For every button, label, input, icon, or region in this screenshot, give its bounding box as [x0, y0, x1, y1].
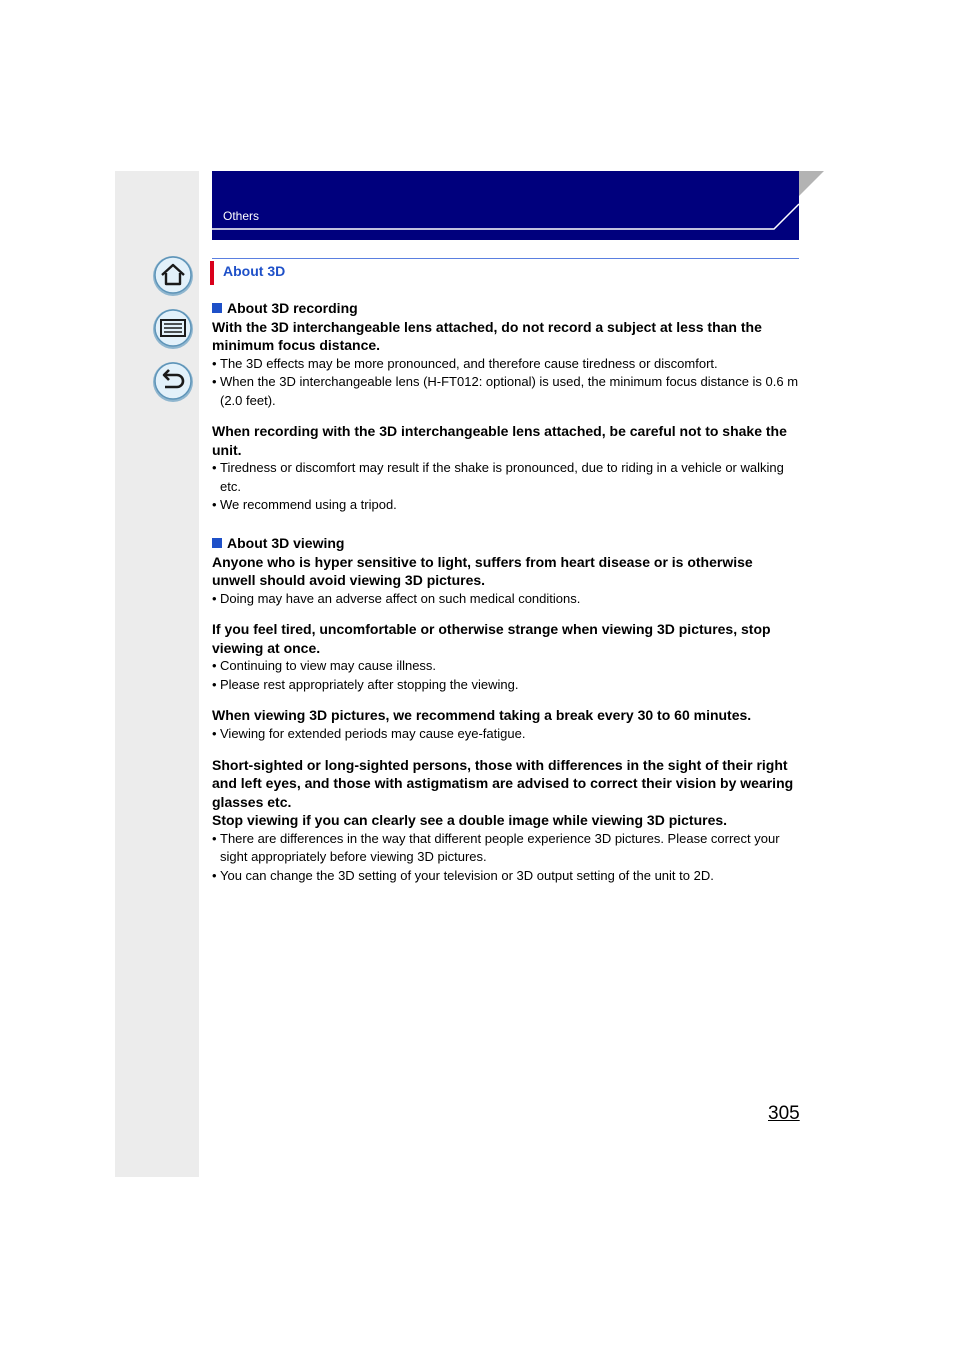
section-marker	[210, 261, 214, 285]
list-item: • You can change the 3D setting of your television or 3D output setting of the unit to 2D.	[212, 867, 799, 886]
bullet-list	[212, 355, 799, 411]
list-item: • The 3D effects may be more pronounced, and therefore cause tiredness or discomfort.	[212, 355, 799, 374]
list-item: • There are differences in the way that different people experience 3D pictures. Please correct your sight appropriately before viewing 3D pictures.	[212, 830, 799, 867]
warning-text: With the 3D interchangeable lens attached, do not record a subject at less than the minimum focus distance.	[212, 318, 762, 354]
menu-button[interactable]	[152, 308, 194, 350]
back-arrow-icon	[152, 361, 194, 403]
bullet-list	[212, 590, 799, 609]
home-icon	[152, 255, 194, 297]
list-item: • Tiredness or discomfort may result if the shake is pronounced, due to riding in a vehicle or walking etc.	[212, 459, 799, 496]
bullet-list	[212, 830, 799, 886]
bullet-list	[212, 459, 799, 515]
square-bullet-icon	[212, 538, 222, 548]
list-item: • Doing may have an adverse affect on such medical conditions.	[212, 590, 799, 609]
menu-list-icon	[152, 308, 194, 350]
list-item: • Continuing to view may cause illness.	[212, 657, 799, 676]
header-section-label: Others	[223, 209, 260, 223]
warning-text: If you feel tired, uncomfortable or otherwise strange when viewing 3D pictures, stop viewing at once.	[212, 621, 771, 656]
header-corner-decoration	[0, 0, 954, 260]
list-item: • Please rest appropriately after stopping the viewing.	[212, 676, 799, 695]
warning-text: Stop viewing if you can clearly see a double image while viewing 3D pictures.	[212, 812, 728, 829]
section-divider	[212, 258, 799, 259]
warning-text: Short-sighted or long-sighted persons, those with differences in the sight of their right and left eyes, and those with astigmatism are advised to correct their vision by wearing glasses etc.	[212, 756, 794, 810]
subheading-viewing: About 3D viewing	[212, 534, 799, 553]
page-title: About 3D	[223, 263, 286, 279]
back-button[interactable]	[152, 361, 194, 403]
warning-text: When recording with the 3D interchangeable lens attached, be careful not to shake the unit.	[212, 423, 787, 458]
square-bullet-icon	[212, 303, 222, 313]
warning-text: Anyone who is hyper sensitive to light, suffers from heart disease or is otherwise unwell should avoid viewing 3D pictures.	[212, 553, 753, 589]
list-item: • When the 3D interchangeable lens (H-FT012: optional) is used, the minimum focus distance is 0.6 m (2.0 feet).	[212, 373, 799, 410]
bullet-list	[212, 725, 799, 744]
list-item: • We recommend using a tripod.	[212, 496, 799, 515]
home-button[interactable]	[152, 255, 194, 297]
subheading-recording: About 3D recording	[212, 299, 799, 318]
page-number: 305	[768, 1103, 800, 1124]
list-item: • Viewing for extended periods may cause eye-fatigue.	[212, 725, 799, 744]
bullet-list	[212, 657, 799, 694]
warning-text: When viewing 3D pictures, we recommend taking a break every 30 to 60 minutes.	[212, 707, 752, 724]
main-content	[212, 299, 799, 885]
